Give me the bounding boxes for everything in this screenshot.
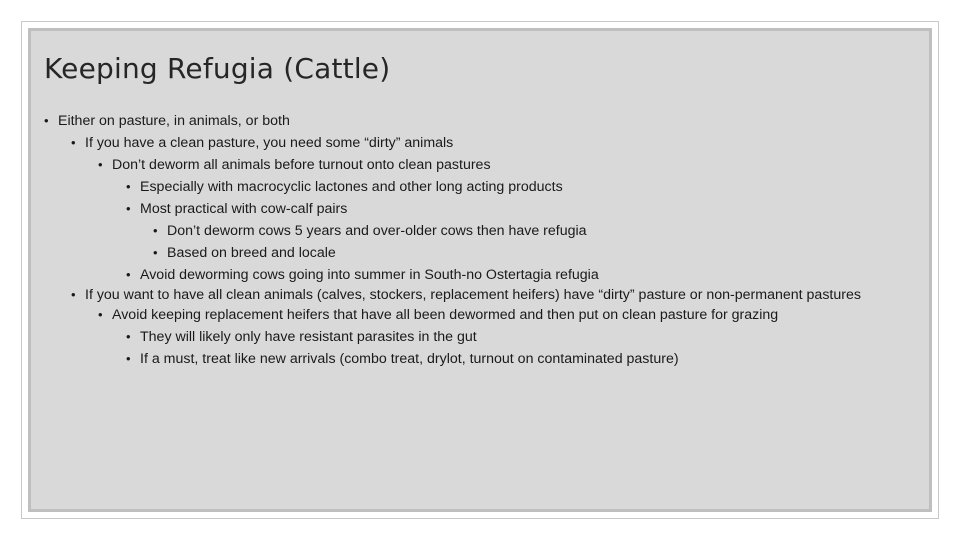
bullet-icon: • [126, 267, 131, 282]
bullet-item [42, 242, 862, 264]
bullet-icon: • [71, 287, 76, 302]
bullet-item [42, 264, 862, 286]
bullet-item [42, 220, 862, 242]
bullet-icon: • [98, 307, 103, 322]
bullet-item [42, 286, 862, 304]
bullet-text: Avoid deworming cows going into summer in South-no Ostertagia refugia [140, 267, 599, 283]
bullet-list [42, 110, 862, 370]
bullet-text: Based on breed and locale [167, 245, 336, 261]
bullet-text: Don’t deworm cows 5 years and over-older cows then have refugia [167, 223, 587, 239]
bullet-icon: • [126, 329, 131, 344]
bullet-icon: • [153, 245, 158, 260]
bullet-text: If you want to have all clean animals (calves, stockers, replacement heifers) have “dirty” pasture or non-permanent pastures [85, 287, 861, 303]
bullet-icon: • [71, 135, 76, 150]
bullet-item [42, 348, 862, 370]
bullet-text: Especially with macrocyclic lactones and other long acting products [140, 179, 563, 195]
bullet-icon: • [98, 157, 103, 172]
bullet-item [42, 154, 862, 176]
bullet-item [42, 304, 862, 326]
bullet-text: Either on pasture, in animals, or both [58, 113, 290, 129]
bullet-item [42, 132, 862, 154]
bullet-icon: • [126, 201, 131, 216]
bullet-icon: • [44, 113, 49, 128]
bullet-icon: • [153, 223, 158, 238]
bullet-item [42, 198, 862, 220]
bullet-item [42, 176, 862, 198]
bullet-text: If a must, treat like new arrivals (combo treat, drylot, turnout on contaminated pasture) [140, 351, 679, 367]
bullet-text: Avoid keeping replacement heifers that have all been dewormed and then put on clean pasture for grazing [112, 307, 779, 323]
bullet-icon: • [126, 351, 131, 366]
bullet-text: If you have a clean pasture, you need some “dirty” animals [85, 135, 454, 151]
bullet-text: Don’t deworm all animals before turnout onto clean pastures [112, 157, 491, 173]
bullet-item [42, 110, 862, 132]
bullet-text: Most practical with cow-calf pairs [140, 201, 348, 217]
bullet-icon: • [126, 179, 131, 194]
bullet-text: They will likely only have resistant parasites in the gut [140, 329, 477, 345]
bullet-item [42, 326, 862, 348]
slide-title: Keeping Refugia (Cattle) [44, 52, 391, 85]
